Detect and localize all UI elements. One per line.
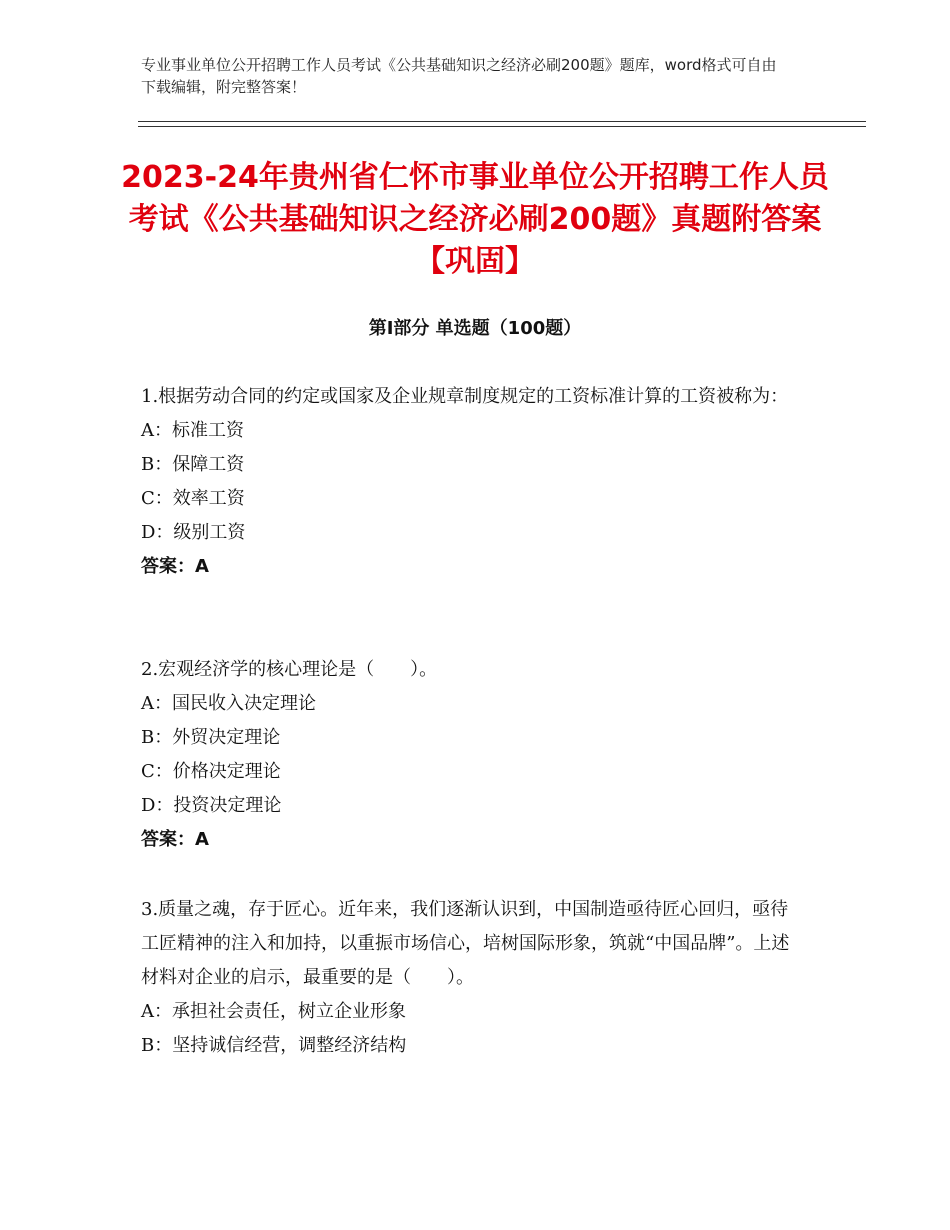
page-header-note: 专业事业单位公开招聘工作人员考试《公共基础知识之经济必刷200题》题库，word格式可自由下载编辑，附完整答案！ xyxy=(141,56,777,96)
question-stem: 3.质量之魂，存于匠心。近年来，我们逐渐认识到，中国制造亟待匠心回归，亟待工匠精神的注入和加持，以重振市场信心，培树国际形象，筑就“中国品牌”。上述材料对企业的启示，最重要的是（ ）。 xyxy=(141,899,790,988)
answer-label: 答案：A xyxy=(141,556,209,577)
question-3 xyxy=(141,893,801,1063)
option-a: A：标准工资 xyxy=(141,420,244,441)
option-c: C：价格决定理论 xyxy=(141,761,281,782)
option-a: A：国民收入决定理论 xyxy=(141,693,316,714)
option-a: A：承担社会责任，树立企业形象 xyxy=(141,1001,406,1022)
option-d: D：投资决定理论 xyxy=(141,795,282,816)
option-b: B：保障工资 xyxy=(141,454,245,475)
section-title: 第Ⅰ部分 单选题（100题） xyxy=(368,318,582,339)
question-stem: 1.根据劳动合同的约定或国家及企业规章制度规定的工资标准计算的工资被称为： xyxy=(141,386,789,407)
option-b: B：坚持诚信经营，调整经济结构 xyxy=(141,1035,407,1056)
question-stem: 2.宏观经济学的核心理论是（ ）。 xyxy=(141,659,438,680)
question-2 xyxy=(141,653,801,857)
option-c: C：效率工资 xyxy=(141,488,245,509)
document-title: 2023-24年贵州省仁怀市事业单位公开招聘工作人员考试《公共基础知识之经济必刷200题》真题附答案【巩固】 xyxy=(121,160,829,279)
option-d: D：级别工资 xyxy=(141,522,246,543)
answer-label: 答案：A xyxy=(141,829,209,850)
header-divider xyxy=(138,121,866,127)
option-b: B：外贸决定理论 xyxy=(141,727,281,748)
question-1 xyxy=(141,380,801,584)
